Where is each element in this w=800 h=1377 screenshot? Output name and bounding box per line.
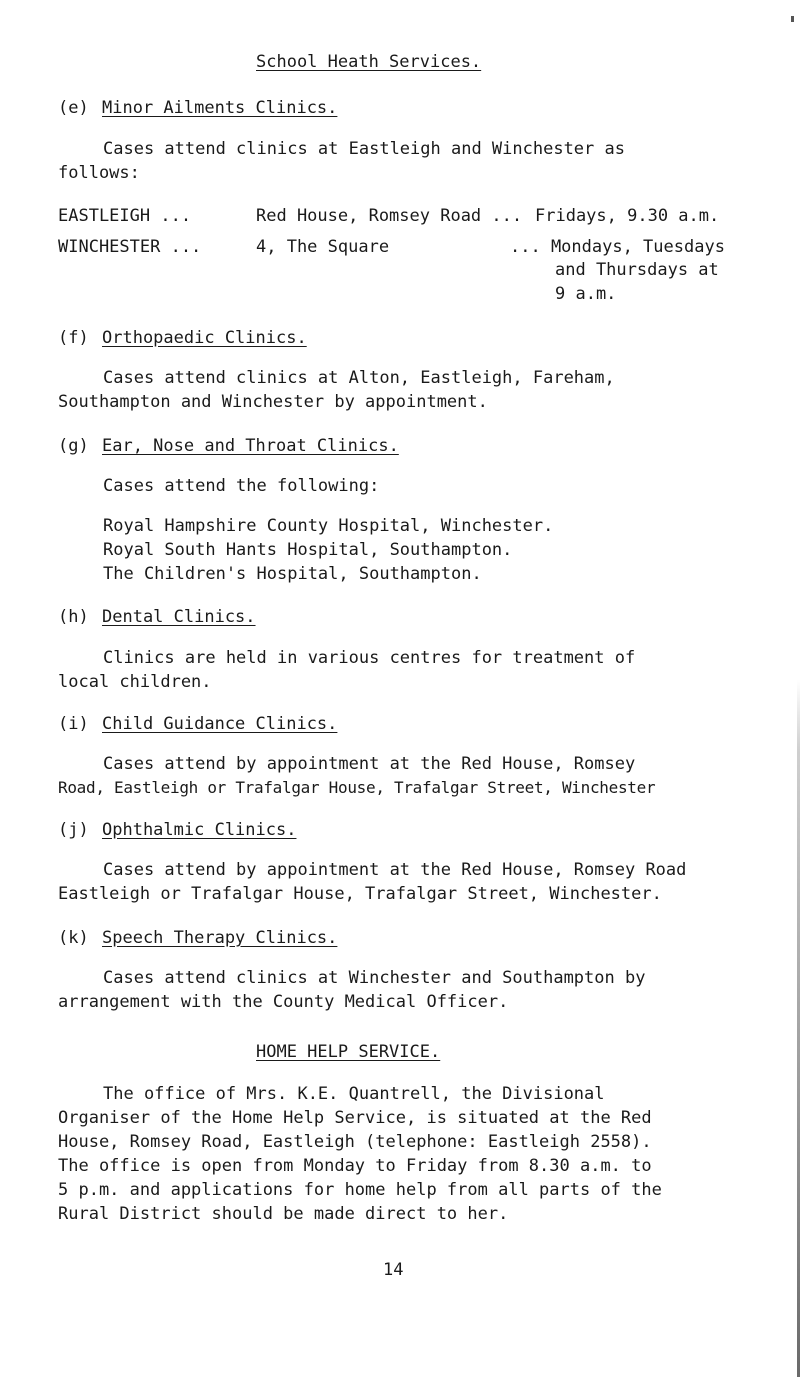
clinic-place: WINCHESTER ...	[58, 237, 202, 257]
section-j-label: (j)	[58, 820, 89, 840]
clinic-time-cont: 9 a.m.	[555, 284, 617, 304]
home-help-line: 5 p.m. and applications for home help from all parts of the	[58, 1180, 662, 1200]
section-h-line: local children.	[58, 672, 212, 692]
section-j-line: Eastleigh or Trafalgar House, Trafalgar Street, Winchester.	[58, 884, 662, 904]
page-number: 14	[383, 1260, 404, 1280]
clinic-time: ... Mondays, Tuesdays	[510, 237, 725, 257]
home-help-line: The office is open from Monday to Friday from 8.30 a.m. to	[58, 1156, 652, 1176]
section-k-label: (k)	[58, 928, 89, 948]
section-i-heading: Child Guidance Clinics.	[102, 714, 338, 734]
section-e-line: follows:	[58, 163, 140, 183]
section-e-line: Cases attend clinics at Eastleigh and Winchester as	[103, 139, 625, 159]
home-help-heading: HOME HELP SERVICE.	[256, 1042, 441, 1062]
hospital-item: Royal South Hants Hospital, Southampton.	[103, 540, 513, 560]
clinic-time-cont: and Thursdays at	[555, 260, 719, 280]
clinic-place: EASTLEIGH ...	[58, 206, 192, 226]
section-e-heading: Minor Ailments Clinics.	[102, 98, 338, 118]
section-j-line: Cases attend by appointment at the Red House, Romsey Road	[103, 860, 687, 880]
clinic-address: 4, The Square	[256, 237, 390, 257]
section-i-label: (i)	[58, 714, 89, 734]
section-f-line: Cases attend clinics at Alton, Eastleigh, Fareham,	[103, 368, 615, 388]
section-e-label: (e)	[58, 98, 89, 118]
home-help-line: The office of Mrs. K.E. Quantrell, the Divisional	[103, 1084, 605, 1104]
section-f-heading: Orthopaedic Clinics.	[102, 328, 307, 348]
section-k-line: Cases attend clinics at Winchester and Southampton by	[103, 968, 646, 988]
section-f-label: (f)	[58, 328, 89, 348]
section-g-heading: Ear, Nose and Throat Clinics.	[102, 436, 399, 456]
section-h-line: Clinics are held in various centres for treatment of	[103, 648, 636, 668]
clinic-time: Fridays, 9.30 a.m.	[535, 206, 720, 226]
section-i-line: Cases attend by appointment at the Red House, Romsey	[103, 754, 636, 774]
section-j-heading: Ophthalmic Clinics.	[102, 820, 297, 840]
section-k-heading: Speech Therapy Clinics.	[102, 928, 338, 948]
section-i-line: Road, Eastleigh or Trafalgar House, Trafalgar Street, Winchester	[58, 778, 656, 797]
scan-mark	[791, 16, 794, 22]
section-k-line: arrangement with the County Medical Officer.	[58, 992, 509, 1012]
home-help-line: Rural District should be made direct to her.	[58, 1204, 509, 1224]
hospital-item: Royal Hampshire County Hospital, Winchester.	[103, 516, 554, 536]
home-help-line: House, Romsey Road, Eastleigh (telephone: Eastleigh 2558).	[58, 1132, 652, 1152]
page-title: School Heath Services.	[256, 52, 482, 72]
section-g-label: (g)	[58, 436, 89, 456]
section-f-line: Southampton and Winchester by appointment.	[58, 392, 488, 412]
section-h-heading: Dental Clinics.	[102, 607, 256, 627]
hospital-item: The Children's Hospital, Southampton.	[103, 564, 482, 584]
clinic-address: Red House, Romsey Road ...	[256, 206, 523, 226]
section-h-label: (h)	[58, 607, 89, 627]
home-help-line: Organiser of the Home Help Service, is situated at the Red	[58, 1108, 652, 1128]
section-g-intro: Cases attend the following:	[103, 476, 380, 496]
